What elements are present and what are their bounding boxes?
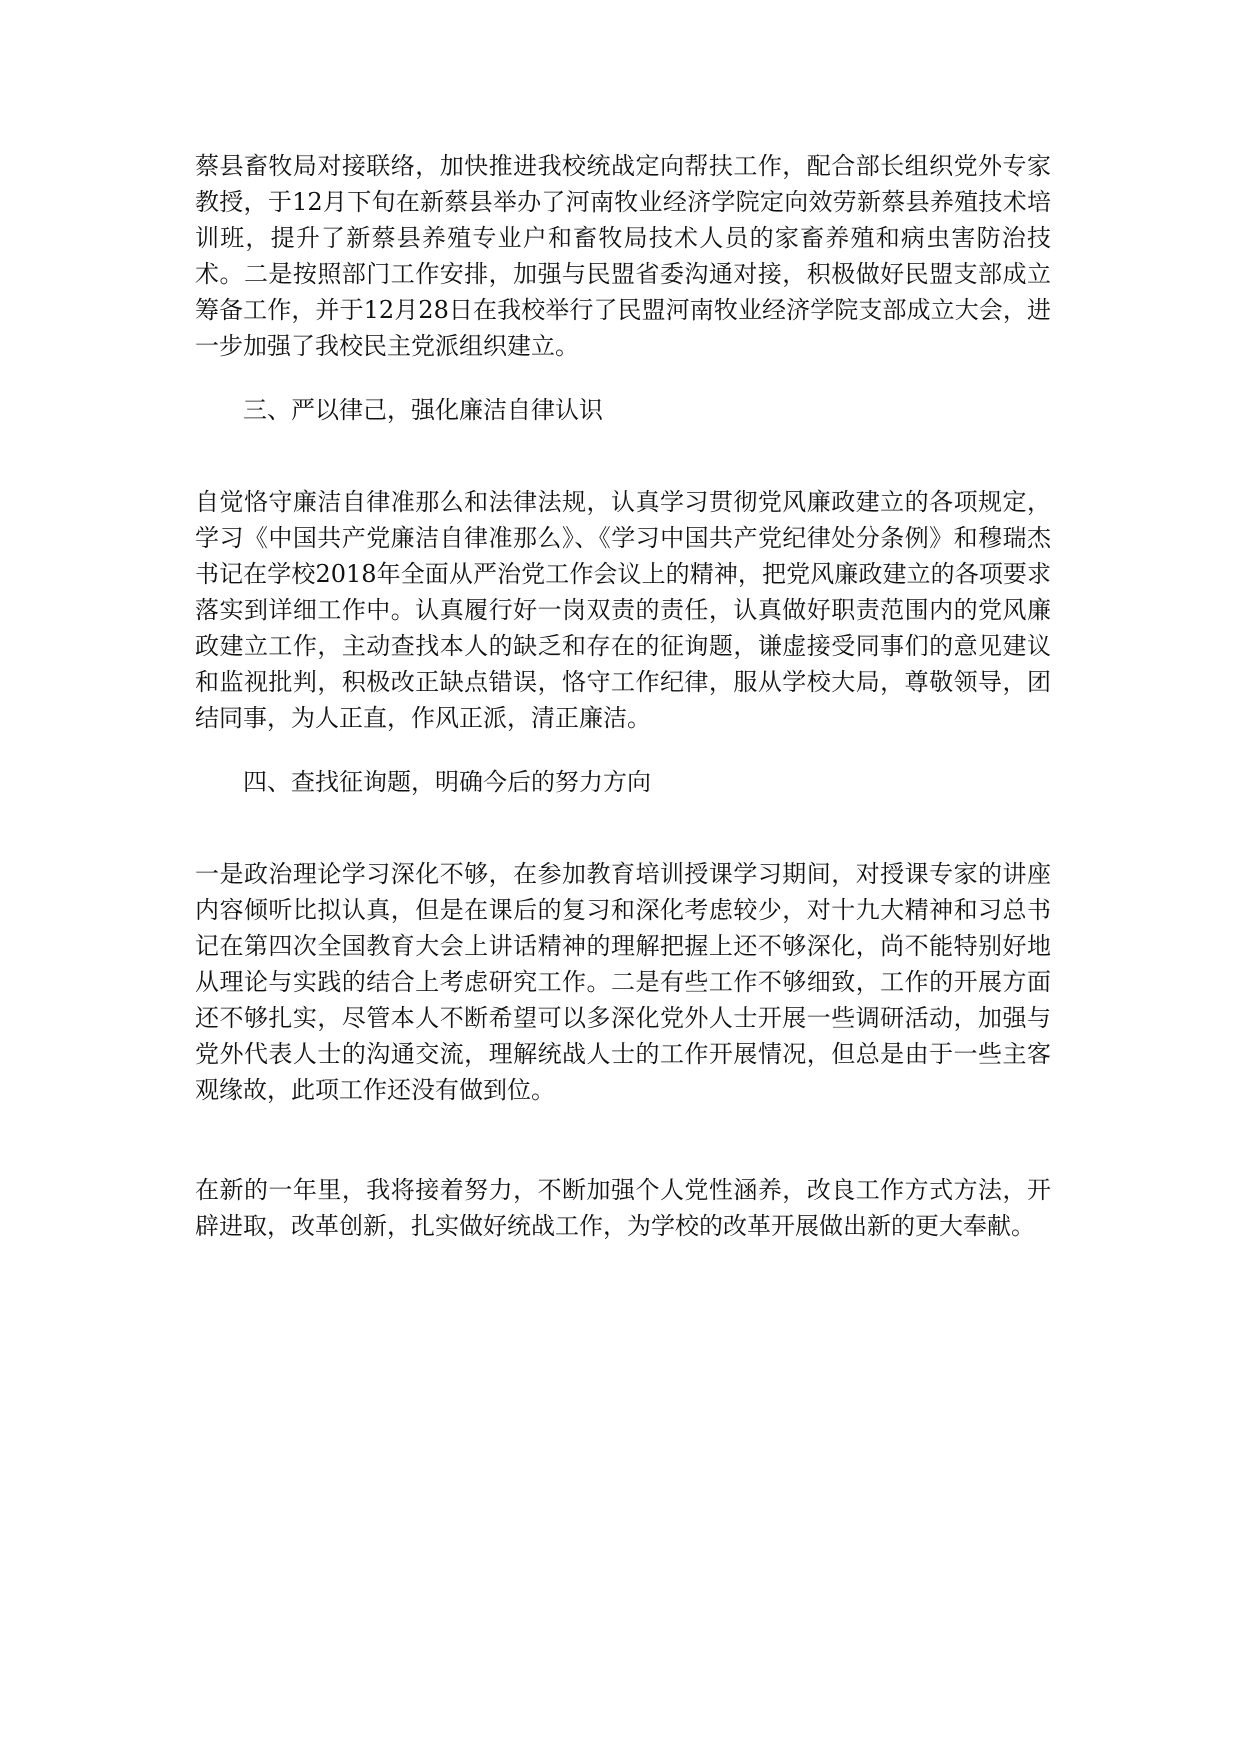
paragraph-integrity-self-discipline: 自觉恪守廉洁自律准那么和法律法规，认真学习贯彻党风廉政建立的各项规定，学习《中国共产党廉洁自律准那么》、《学习中国共产党纪律处分条例》和穆瑞杰书记在学校2018年全面从严治党工作会议上的精神，把党风廉政建立的各项要求落实到详细工作中。认真履行好一岗双责的责任，认真做好职责范围内的党风廉政建立工作，主动查找本人的缺乏和存在的征询题，谦虚接受同事们的意见建议和监视批判，积极改正缺点错误，恪守工作纪律，服从学校大局，尊敬领导，团结同事，为人正直，作风正派，清正廉洁。 — [195, 488, 1051, 732]
spacer — [195, 800, 1051, 856]
spacer — [195, 364, 1051, 392]
spacer — [195, 428, 1051, 484]
spacer — [195, 1108, 1051, 1172]
paragraph-new-year-outlook: 在新的一年里，我将接着努力，不断加强个人党性涵养，改良工作方式方法，开辟进取，改革创新，扎实做好统战工作，为学校的改革开展做出新的更大奉献。 — [195, 1176, 1051, 1240]
section-heading-problems: 四、查找征询题，明确今后的努力方向 — [243, 768, 651, 796]
paragraph-problems-found: 一是政治理论学习深化不够，在参加教育培训授课学习期间，对授课专家的讲座内容倾听比拟认真，但是在课后的复习和深化考虑较少，对十九大精神和习总书记在第四次全国教育大会上讲话精神的理解把握上还不够深化，尚不能特别好地从理论与实践的结合上考虑研究工作。二是有些工作不够细致，工作的开展方面还不够扎实，尽管本人不断希望可以多深化党外人士开展一些调研活动，加强与党外代表人士的沟通交流，理解统战人士的工作开展情况，但总是由于一些主客观缘故，此项工作还没有做到位。 — [195, 860, 1051, 1104]
section-heading-integrity: 三、严以律己，强化廉洁自律认识 — [243, 396, 603, 424]
document-body — [195, 148, 1051, 1244]
spacer — [195, 736, 1051, 764]
paragraph-united-front-assistance: 蔡县畜牧局对接联络，加快推进我校统战定向帮扶工作，配合部长组织党外专家教授，于12月下旬在新蔡县举办了河南牧业经济学院定向效劳新蔡县养殖技术培训班，提升了新蔡县养殖专业户和畜牧局技术人员的家畜养殖和病虫害防治技术。二是按照部门工作安排，加强与民盟省委沟通对接，积极做好民盟支部成立筹备工作，并于12月28日在我校举行了民盟河南牧业经济学院支部成立大会，进一步加强了我校民主党派组织建立。 — [195, 152, 1051, 360]
